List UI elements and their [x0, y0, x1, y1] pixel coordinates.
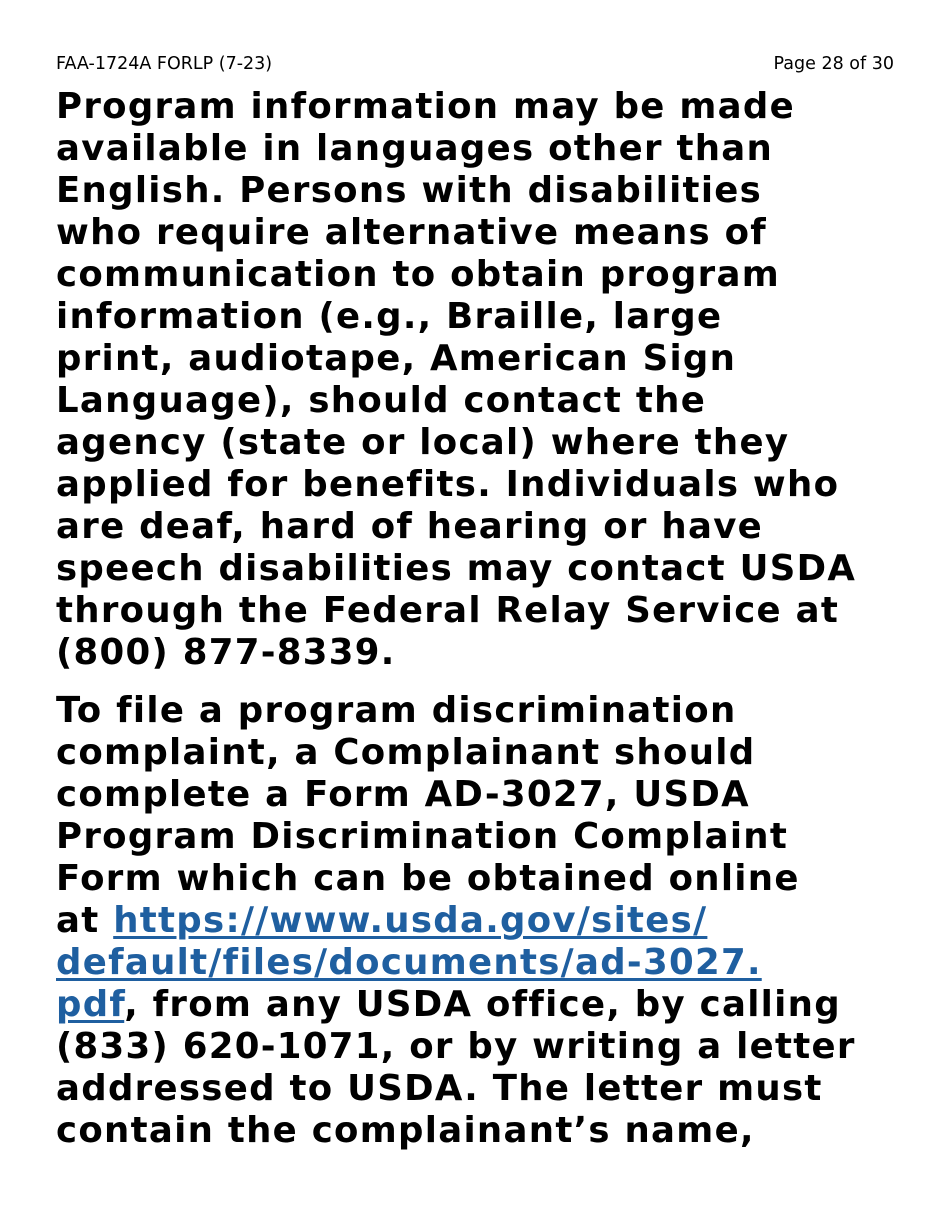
link-suffix-text: , from any USDA office, by calling: [124, 984, 841, 1025]
link-prefix-text: at: [56, 900, 114, 941]
text-line: [56, 900, 916, 942]
text-line: (800) 877-8339.: [56, 632, 396, 673]
paragraph-file-complaint: [56, 690, 916, 1152]
text-line: contain the complainant’s name,: [56, 1110, 755, 1151]
ad-3027-form-link-end[interactable]: pdf: [56, 984, 125, 1025]
text-line: communication to obtain program: [56, 254, 781, 295]
text-line: through the Federal Relay Service at: [56, 590, 840, 631]
text-line: complaint, a Complainant should: [56, 732, 756, 773]
text-line: are deaf, hard of hearing or have: [56, 506, 764, 547]
text-line: available in languages other than: [56, 128, 774, 169]
text-line: speech disabilities may contact USDA: [56, 548, 857, 589]
paragraph-program-information: [56, 86, 916, 674]
text-line: Program Discrimination Complaint: [56, 816, 789, 857]
text-line: [56, 942, 916, 984]
form-id: FAA-1724A FORLP (7-23): [56, 54, 273, 74]
document-body: [56, 86, 916, 1152]
page-header: [56, 52, 894, 76]
text-line: who require alternative means of: [56, 212, 768, 253]
text-line: Program information may be made: [56, 86, 795, 127]
page-number: Page 28 of 30: [773, 54, 894, 74]
text-line: complete a Form AD-3027, USDA: [56, 774, 750, 815]
text-line: applied for benefits. Individuals who: [56, 464, 840, 505]
text-line: To file a program discrimination: [56, 690, 737, 731]
text-line: information (e.g., Braille, large: [56, 296, 723, 337]
text-line: English. Persons with disabilities: [56, 170, 763, 211]
ad-3027-form-link[interactable]: https://www.usda.gov/sites/: [113, 900, 708, 941]
ad-3027-form-link-continued[interactable]: default/files/documents/ad-3027.: [56, 942, 762, 983]
text-line: (833) 620-1071, or by writing a letter: [56, 1026, 856, 1067]
text-line: agency (state or local) where they: [56, 422, 790, 463]
text-line: addressed to USDA. The letter must: [56, 1068, 823, 1109]
text-line: print, audiotape, American Sign: [56, 338, 737, 379]
text-line: Language), should contact the: [56, 380, 707, 421]
text-line: [56, 984, 916, 1026]
text-line: Form which can be obtained online: [56, 858, 800, 899]
